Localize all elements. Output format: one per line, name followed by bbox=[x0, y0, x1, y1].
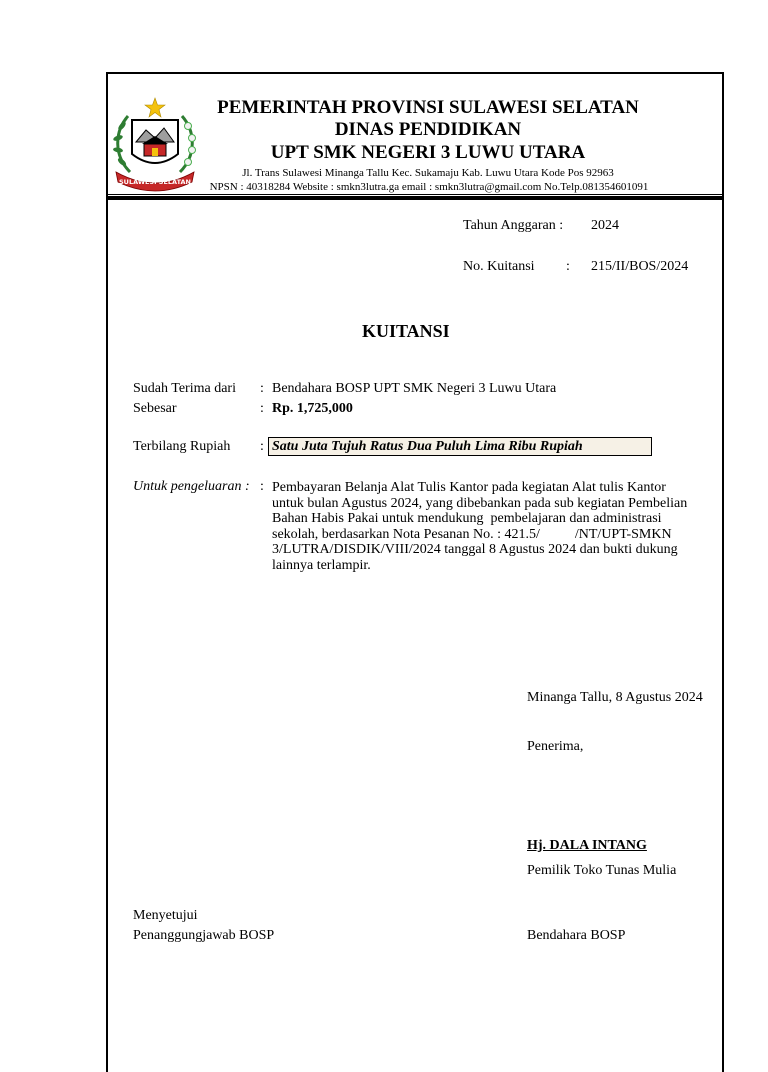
header-department: DINAS PENDIDIKAN bbox=[334, 119, 522, 140]
amount-in-words-colon: : bbox=[260, 439, 264, 454]
purpose-line: sekolah, berdasarkan Nota Pesanan No. : 421.5/ /NT/UPT-SMKN bbox=[272, 526, 672, 542]
purpose-label: Untuk pengeluaran : bbox=[133, 479, 250, 494]
amount-label: Sebesar bbox=[133, 401, 177, 416]
purpose-line: Bahan Habis Pakai untuk mendukung pembelajaran dan administrasi bbox=[272, 511, 662, 527]
recipient-label: Penerima, bbox=[527, 739, 584, 754]
received-from-value: Bendahara BOSP UPT SMK Negeri 3 Luwu Utara bbox=[272, 381, 557, 396]
logo-ribbon-text: SULAWESI SELATAN bbox=[118, 178, 192, 186]
amount-in-words-box: Satu Juta Tujuh Ratus Dua Puluh Lima Ribu Rupiah bbox=[268, 437, 652, 456]
purpose-line: lainnya terlampir. bbox=[272, 557, 371, 573]
recipient-name: Hj. DALA INTANG bbox=[527, 838, 647, 853]
receipt-number-colon: : bbox=[566, 259, 570, 274]
purpose-line: untuk bulan Agustus 2024, yang dibebankan pada sub kegiatan Pembelian bbox=[272, 495, 688, 511]
document-title: KUITANSI bbox=[362, 321, 450, 341]
recipient-role: Pemilik Toko Tunas Mulia bbox=[527, 863, 677, 878]
header-rule-thick bbox=[108, 196, 724, 200]
header-contact: NPSN : 40318284 Website : smkn3lutra.ga email : smkn3lutra@gmail.com No.Telp.081354601091 bbox=[209, 181, 649, 193]
purpose-line: 3/LUTRA/DISDIK/VIII/2024 tanggal 8 Agustus 2024 dan bukti dukung bbox=[272, 542, 678, 558]
receipt-number-value: 215/II/BOS/2024 bbox=[591, 259, 689, 274]
purpose-description bbox=[272, 480, 702, 574]
treasurer-bosp-label: Bendahara BOSP bbox=[527, 928, 626, 943]
purpose-colon: : bbox=[260, 479, 264, 494]
approved-label: Menyetujui bbox=[133, 908, 198, 923]
header-address: Jl. Trans Sulawesi Minanga Tallu Kec. Sukamaju Kab. Luwu Utara Kode Pos 92963 bbox=[242, 167, 614, 179]
purpose-line: Pembayaran Belanja Alat Tulis Kantor pada kegiatan Alat tulis Kantor bbox=[272, 480, 666, 495]
header-school: UPT SMK NEGERI 3 LUWU UTARA bbox=[270, 142, 586, 163]
budget-year-label: Tahun Anggaran : bbox=[463, 218, 564, 233]
provincial-emblem-logo bbox=[108, 96, 202, 192]
budget-year-value: 2024 bbox=[591, 218, 619, 233]
received-from-label: Sudah Terima dari bbox=[133, 381, 236, 396]
place-date: Minanga Tallu, 8 Agustus 2024 bbox=[527, 690, 703, 705]
amount-value: Rp. 1,725,000 bbox=[272, 401, 353, 416]
receipt-number-label: No. Kuitansi bbox=[463, 259, 535, 274]
responsible-bosp-label: Penanggungjawab BOSP bbox=[133, 928, 275, 943]
received-from-colon: : bbox=[260, 381, 264, 396]
amount-colon: : bbox=[260, 401, 264, 416]
header-rule-thin bbox=[108, 194, 724, 195]
header-government: PEMERINTAH PROVINSI SULAWESI SELATAN bbox=[217, 97, 639, 118]
amount-in-words-label: Terbilang Rupiah bbox=[133, 439, 231, 454]
